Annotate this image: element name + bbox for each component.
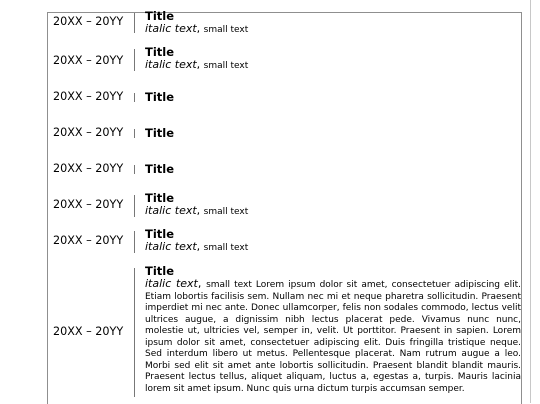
entry-title: Title bbox=[145, 126, 175, 140]
entry-body bbox=[145, 10, 521, 36]
entry-title: Title bbox=[145, 264, 175, 278]
entry-date: 20XX – 20YY bbox=[53, 54, 124, 67]
entry-subtitle: italic text, small text bbox=[145, 204, 249, 217]
entry-italic: italic text bbox=[145, 58, 197, 71]
entry-title: Title bbox=[145, 191, 175, 205]
entry-italic: italic text bbox=[145, 204, 197, 217]
entry-body bbox=[145, 127, 521, 140]
entry-body bbox=[145, 91, 521, 104]
entry-date: 20XX – 20YY bbox=[53, 90, 124, 103]
entry-small: small text bbox=[203, 25, 249, 35]
entry-small: small text bbox=[203, 207, 249, 217]
entry-small: small text bbox=[203, 61, 249, 71]
entry-title: Title bbox=[145, 90, 175, 104]
entry-lorem: Lorem ipsum dolor sit amet, consectetuer adipiscing elit. Etiam lobortis facilisis sem. Nullam nec mi et neque pharetra sollicitudin. Praesent imperdiet mi nec ante. Donec ullamcorper, felis non sodales commodo, lectus velit ultrices augue, a dignissim nibh lectus placerat pede. Vivamus nunc nunc, molestie ut, ultricies vel, semper in, velit. Ut porttitor. Praesent in sapien. Lorem ipsum dolor sit amet, consectetuer adipiscing elit. Duis fringilla tristique neque. Sed interdum libero ut metus. Pellentesque placerat. Nam rutrum augue a leo. Morbi sed elit sit amet ante lobortis sollicitudin. Praesent blandit blandit mauris. Praesent lectus tellus, aliquet aliquam, luctus a, egestas a, turpis. Mauris lacinia lorem sit amet ipsum. Nunc quis urna dictum turpis accumsan semper. bbox=[145, 280, 521, 394]
entry-bar bbox=[134, 13, 135, 33]
entry-bar bbox=[134, 268, 135, 397]
entry-italic: italic text bbox=[145, 240, 197, 253]
entry-bar bbox=[134, 231, 135, 253]
entry-bar bbox=[134, 93, 135, 102]
entry-small: small text bbox=[203, 243, 249, 253]
entry-date: 20XX – 20YY bbox=[53, 162, 124, 175]
entry-title: Title bbox=[145, 45, 175, 59]
entry-body bbox=[145, 163, 521, 176]
entry-subtitle: italic text, small text bbox=[145, 240, 249, 253]
entry-bar bbox=[134, 129, 135, 138]
entry-body bbox=[145, 46, 521, 72]
page-edge-rule bbox=[530, 0, 531, 403]
entry-description: italic text, small text Lorem ipsum dolor sit amet, consectetuer adipiscing elit. Etiam lobortis facilisis sem. Nullam nec mi et neque pharetra sollicitudin. Praesent imperdiet mi nec ante. Donec ullamcorper, felis non sodales commodo, lectus velit ultrices augue, a dignissim nibh lectus placerat pede. Vivamus nunc nunc, molestie ut, ultricies vel, semper in, velit. Ut porttitor. Praesent in sapien. Lorem ipsum dolor sit amet, consectetuer adipiscing elit. Duis fringilla tristique neque. Sed interdum libero ut metus. Pellentesque placerat. Nam rutrum augue a leo. Morbi sed elit sit amet ante lobortis sollicitudin. Praesent blandit blandit mauris. Praesent lectus tellus, aliquet aliquam, luctus a, egestas a, turpis. Mauris lacinia lorem sit amet ipsum. Nunc quis urna dictum turpis accumsan semper. bbox=[145, 277, 521, 394]
entry-small: small text bbox=[206, 280, 252, 290]
entry-date: 20XX – 20YY bbox=[53, 15, 124, 28]
entry-bar bbox=[134, 195, 135, 217]
entry-title: Title bbox=[145, 9, 175, 23]
entry-italic: italic text bbox=[145, 277, 198, 290]
entry-body bbox=[145, 265, 521, 395]
entry-body bbox=[145, 228, 521, 254]
entry-title: Title bbox=[145, 162, 175, 176]
entry-date: 20XX – 20YY bbox=[53, 234, 124, 247]
entry-title: Title bbox=[145, 227, 175, 241]
entry-italic: italic text bbox=[145, 22, 197, 35]
entry-body bbox=[145, 192, 521, 218]
entry-bar bbox=[134, 165, 135, 174]
document-page bbox=[47, 9, 522, 404]
entry-bar bbox=[134, 49, 135, 71]
entry-date: 20XX – 20YY bbox=[53, 325, 124, 338]
entry-date: 20XX – 20YY bbox=[53, 198, 124, 211]
entry-date: 20XX – 20YY bbox=[53, 126, 124, 139]
entry-subtitle: italic text, small text bbox=[145, 58, 249, 71]
entry-subtitle: italic text, small text bbox=[145, 22, 249, 35]
